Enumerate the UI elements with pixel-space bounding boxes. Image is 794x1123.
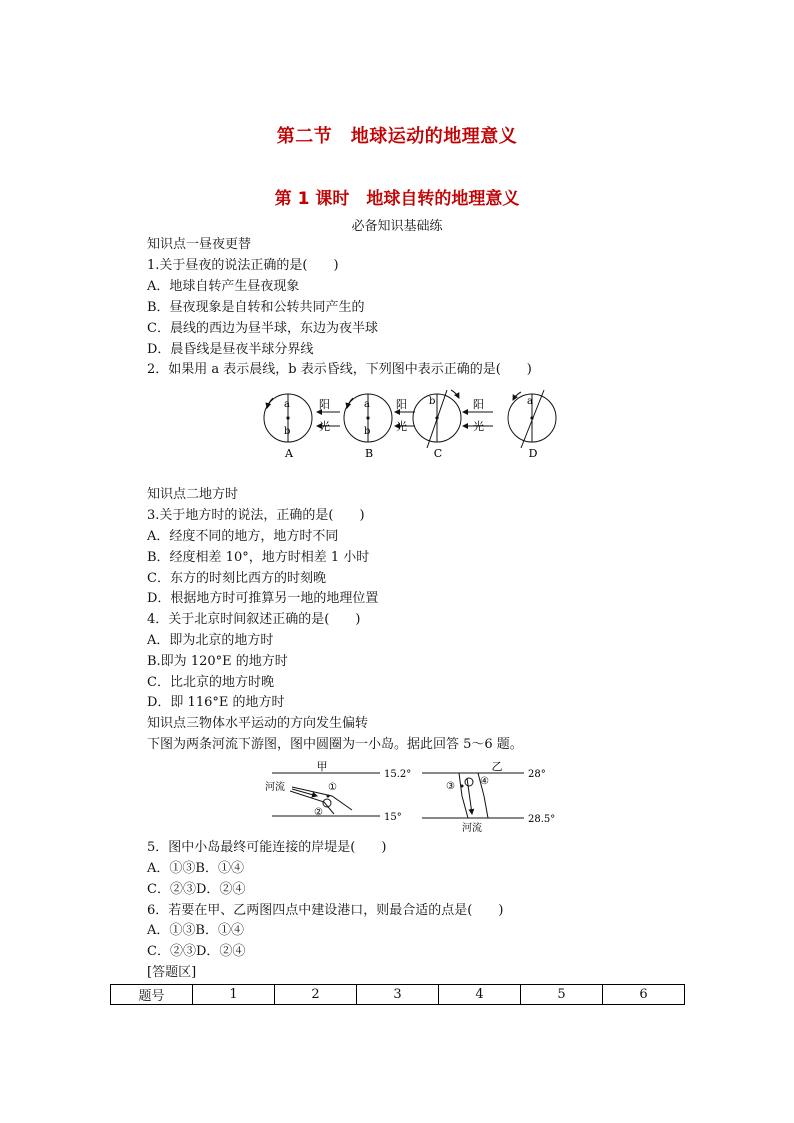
answer-area-label: [答题区] (147, 965, 197, 980)
sun-label-3-bottom: 光 (473, 420, 484, 433)
section-3-intro: 下图为两条河流下游图，图中圆圈为一小岛。据此回答 5～6 题。 (147, 737, 523, 752)
question-1-option-d: D．晨昏线是昼夜半球分界线 (147, 342, 314, 357)
globe-a (264, 394, 312, 460)
question-1-stem: 1.关于昼夜的说法正确的是( ) (147, 258, 339, 273)
left-top-latitude: 15.2° (384, 769, 412, 780)
globe-b-point-a: a (364, 399, 370, 410)
question-3-stem: 3.关于地方时的说法，正确的是( ) (147, 508, 365, 523)
left-river-label: 河流 (265, 782, 285, 793)
sunlight-arrows-1 (317, 398, 340, 433)
question-1-option-c: C．晨线的西边为昼半球，东边为夜半球 (147, 321, 378, 336)
right-river-label: 河流 (462, 823, 482, 834)
sun-label-2-top: 阳 (396, 398, 407, 411)
question-6-options-ab: A．①③B．①④ (147, 923, 244, 938)
left-panel-title: 甲 (316, 760, 328, 773)
right-bottom-latitude: 28.5° (528, 814, 556, 825)
question-5-options-cd: C．②③D．②④ (147, 882, 246, 897)
question-3-option-c: C．东方的时刻比西方的时刻晚 (147, 571, 326, 586)
question-3-option-d: D．根据地方时可推算另一地的地理位置 (147, 591, 379, 606)
question-3-option-b: B．经度相差 10°，地方时相差 1 小时 (147, 550, 370, 565)
sunlight-arrows-3 (463, 398, 493, 433)
globe-d (508, 390, 556, 460)
globe-b-point-b: b (364, 426, 371, 437)
globe-c-label: C (433, 447, 443, 460)
sunlight-arrows-2 (395, 398, 415, 433)
answer-table (110, 984, 685, 1005)
question-6-options-cd: C．②③D．②④ (147, 944, 246, 959)
globe-c-point-b: b (429, 396, 436, 407)
section-heading-2: 知识点二地方时 (147, 487, 239, 502)
question-2-stem: 2．如果用 a 表示晨线，b 表示昏线，下列图中表示正确的是( ) (147, 362, 532, 377)
answer-cell-6[interactable]: 6 (603, 985, 685, 1005)
answer-cell-2[interactable]: 2 (275, 985, 357, 1005)
river-figure-left (265, 760, 411, 823)
right-top-latitude: 28° (528, 769, 546, 780)
river-figure (262, 758, 562, 834)
question-1-option-a: A．地球自转产生昼夜现象 (147, 279, 300, 294)
right-marker-4: ④ (480, 776, 489, 787)
question-5-stem: 5．图中小岛最终可能连接的岸堤是( ) (147, 840, 387, 855)
globe-c (413, 390, 461, 460)
question-1-option-b: B．昼夜现象是自转和公转共同产生的 (147, 300, 365, 315)
globe-a-point-b: b (284, 426, 291, 437)
question-6-stem: 6．若要在甲、乙两图四点中建设港口，则最合适的点是( ) (147, 903, 504, 918)
globe-b-label: B (364, 447, 374, 460)
river-figure-right (422, 760, 555, 834)
day-night-figure (255, 384, 565, 462)
question-4-option-b: B.即为 120°E 的地方时 (147, 654, 288, 669)
answer-table-row (111, 985, 685, 1005)
section-heading-1: 知识点一昼夜更替 (147, 237, 252, 252)
globe-d-label: D (528, 447, 538, 460)
sun-label-1-top: 阳 (319, 398, 330, 411)
subtitle: 必备知识基础练 (351, 219, 443, 234)
question-3-option-a: A．经度不同的地方，地方时不同 (147, 529, 339, 544)
answer-cell-1[interactable]: 1 (193, 985, 275, 1005)
sun-label-3-top: 阳 (473, 398, 484, 411)
globe-a-label: A (285, 447, 293, 460)
question-5-options-ab: A．①③B．①④ (147, 861, 244, 876)
globe-a-point-a: a (284, 399, 290, 410)
left-marker-2: ② (314, 807, 323, 818)
right-marker-3: ③ (446, 781, 455, 792)
question-4-option-a: A．即为北京的地方时 (147, 633, 274, 648)
section-heading-3: 知识点三物体水平运动的方向发生偏转 (147, 716, 369, 731)
question-4-option-d: D．即 116°E 的地方时 (147, 695, 285, 710)
question-4-stem: 4．关于北京时间叙述正确的是( ) (147, 612, 361, 627)
left-marker-1: ① (328, 782, 337, 793)
sun-label-1-bottom: 光 (319, 420, 330, 433)
answer-table-header: 题号 (111, 985, 193, 1005)
answer-cell-4[interactable]: 4 (439, 985, 521, 1005)
globe-b (344, 394, 392, 460)
left-bottom-latitude: 15° (384, 812, 402, 823)
globe-d-point-a: a (527, 396, 533, 407)
answer-cell-5[interactable]: 5 (521, 985, 603, 1005)
right-panel-title: 乙 (491, 760, 503, 773)
sun-label-2-bottom: 光 (396, 420, 407, 433)
answer-cell-3[interactable]: 3 (357, 985, 439, 1005)
lesson-title: 第 1 课时 地球自转的地理意义 (274, 189, 520, 209)
section-title: 第二节 地球运动的地理意义 (276, 126, 518, 147)
question-4-option-c: C．比北京的地方时晚 (147, 675, 274, 690)
